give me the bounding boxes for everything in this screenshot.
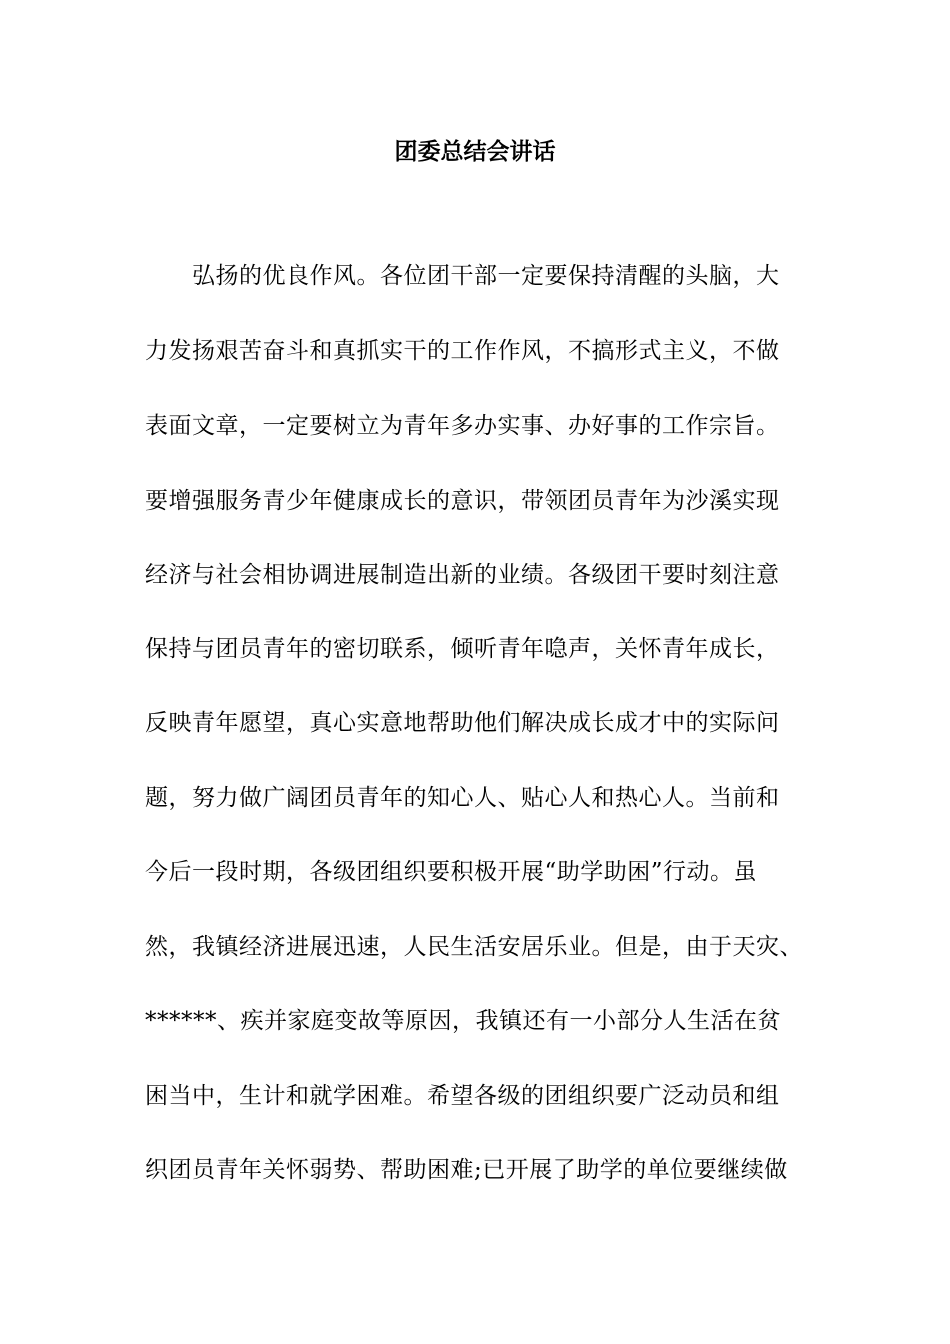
text-line-12: 困当中，生计和就学困难。希望各级的团组织要广泛动员和组 <box>145 1083 780 1109</box>
text-line-3: 表面文章，一定要树立为青年多办实事、办好事的工作宗旨。 <box>145 413 780 439</box>
text-line-11: ******、疾并家庭变故等原因，我镇还有一小部分人生活在贫 <box>145 1008 781 1034</box>
text-line-4: 要增强服务青少年健康成长的意识，带领团员青年为沙溪实现 <box>145 488 780 514</box>
text-line-10: 然，我镇经济进展迅速，人民生活安居乐业。但是，由于天灾、 <box>145 934 803 960</box>
text-line-8: 题，努力做广阔团员青年的知心人、贴心人和热心人。当前和 <box>145 785 780 811</box>
text-line-1: 弘扬的优良作风。各位团干部一定要保持清醒的头脑，大 <box>145 263 780 289</box>
text-line-5: 经济与社会相协调进展制造出新的业绩。各级团干要时刻注意 <box>145 562 780 588</box>
page-title: 团委总结会讲话 <box>394 138 556 165</box>
text-line-6: 保持与团员青年的密切联系，倾听青年喼声，关怀青年成长， <box>145 636 780 662</box>
text-line-13: 织团员青年关怀弱势、帮助困难;已开展了助学的单位要继续做 <box>145 1157 788 1183</box>
text-line-2: 力发扬艰苦奋斗和真抓实干的工作作风，不搞形式主义，不做 <box>145 338 780 364</box>
text-line-9: 今后一段时期，各级团组织要积极开展“助学助困”行动。虽 <box>145 859 758 885</box>
text-line-7: 反映青年愿望，真心实意地帮助他们解决成长成才中的实际问 <box>145 710 780 736</box>
